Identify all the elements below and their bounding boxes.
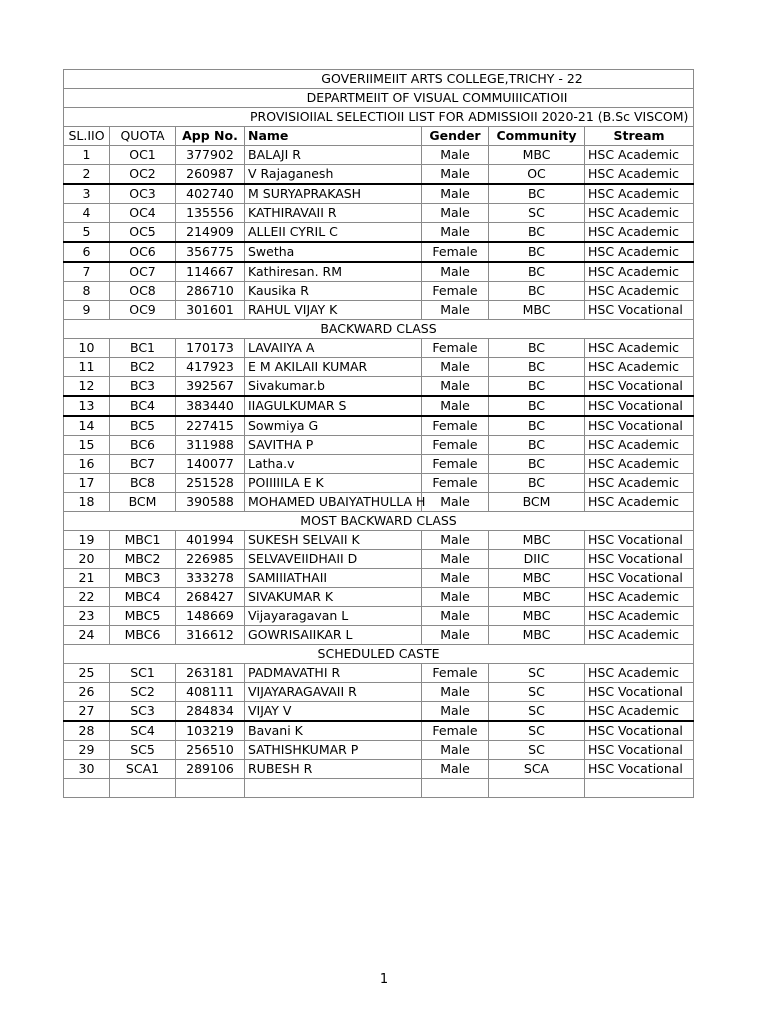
cell-community: BC xyxy=(489,223,585,243)
cell-quota: SC5 xyxy=(110,741,176,760)
cell-sl-no: 17 xyxy=(64,474,110,493)
title-row-college xyxy=(64,70,694,89)
cell-quota: MBC4 xyxy=(110,588,176,607)
cell-community: BC xyxy=(489,339,585,358)
cell-community: MBC xyxy=(489,569,585,588)
table-row xyxy=(64,474,694,493)
table-row xyxy=(64,569,694,588)
table-row xyxy=(64,702,694,722)
cell-name: POIIIIILA E K xyxy=(245,474,422,493)
cell-stream: HSC Academic xyxy=(585,455,694,474)
selection-list-sheet xyxy=(63,69,689,798)
cell-app-no: 260987 xyxy=(176,165,245,185)
cell-sl-no: 16 xyxy=(64,455,110,474)
cell-name: IIAGULKUMAR S xyxy=(245,396,422,416)
cell-sl-no: 7 xyxy=(64,262,110,282)
cell-gender: Male xyxy=(422,146,489,165)
table-row xyxy=(64,416,694,436)
cell-quota: OC2 xyxy=(110,165,176,185)
cell-gender: Male xyxy=(422,358,489,377)
cell-name: RAHUL VIJAY K xyxy=(245,301,422,320)
cell-gender: Female xyxy=(422,416,489,436)
cell-sl-no: 26 xyxy=(64,683,110,702)
cell-quota: MBC1 xyxy=(110,531,176,550)
cell-gender: Male xyxy=(422,377,489,397)
cell-gender: Male xyxy=(422,588,489,607)
cell-quota: SC2 xyxy=(110,683,176,702)
cell-name: SIVAKUMAR K xyxy=(245,588,422,607)
list-title: PROVISIOIIAL SELECTIOII LIST FOR ADMISSIOII 2020-21 (B.Sc VISCOM) xyxy=(64,108,694,127)
cell-name: ALLEII CYRIL C xyxy=(245,223,422,243)
cell-quota: SC4 xyxy=(110,721,176,741)
cell-stream: HSC Academic xyxy=(585,358,694,377)
cell-gender: Female xyxy=(422,455,489,474)
cell-name: MOHAMED UBAIYATHULLA H xyxy=(245,493,422,512)
cell-stream: HSC Academic xyxy=(585,146,694,165)
table-row xyxy=(64,760,694,779)
section-row xyxy=(64,320,694,339)
col-header-slno: SL.IIO xyxy=(64,127,110,146)
cell-stream: HSC Academic xyxy=(585,436,694,455)
table-row xyxy=(64,436,694,455)
cell-community: DIIC xyxy=(489,550,585,569)
cell-app-no: 390588 xyxy=(176,493,245,512)
cell-sl-no: 13 xyxy=(64,396,110,416)
table-row xyxy=(64,282,694,301)
cell-quota: BC5 xyxy=(110,416,176,436)
cell-community: BC xyxy=(489,416,585,436)
cell-gender: Male xyxy=(422,626,489,645)
cell-gender: Male xyxy=(422,184,489,204)
cell-quota: OC4 xyxy=(110,204,176,223)
table-row xyxy=(64,741,694,760)
table-row xyxy=(64,184,694,204)
cell-sl-no: 27 xyxy=(64,702,110,722)
cell-stream: HSC Vocational xyxy=(585,721,694,741)
table-row xyxy=(64,262,694,282)
cell-quota: OC9 xyxy=(110,301,176,320)
cell-name: GOWRISAIIKAR L xyxy=(245,626,422,645)
empty-cell xyxy=(64,779,110,798)
cell-stream: HSC Vocational xyxy=(585,377,694,397)
cell-quota: BC6 xyxy=(110,436,176,455)
cell-community: SC xyxy=(489,204,585,223)
empty-cell xyxy=(585,779,694,798)
cell-community: BCM xyxy=(489,493,585,512)
cell-name: VIJAY V xyxy=(245,702,422,722)
cell-stream: HSC Academic xyxy=(585,184,694,204)
cell-community: BC xyxy=(489,377,585,397)
table-row xyxy=(64,455,694,474)
table-row xyxy=(64,664,694,683)
cell-sl-no: 10 xyxy=(64,339,110,358)
col-header-stream: Stream xyxy=(585,127,694,146)
cell-community: SC xyxy=(489,721,585,741)
table-row xyxy=(64,146,694,165)
col-header-app-no: App No. xyxy=(176,127,245,146)
cell-name: KATHIRAVAII R xyxy=(245,204,422,223)
cell-stream: HSC Academic xyxy=(585,339,694,358)
cell-stream: HSC Academic xyxy=(585,493,694,512)
cell-gender: Male xyxy=(422,741,489,760)
cell-gender: Female xyxy=(422,282,489,301)
cell-quota: BC7 xyxy=(110,455,176,474)
cell-sl-no: 2 xyxy=(64,165,110,185)
cell-name: SAMIIIATHAII xyxy=(245,569,422,588)
cell-gender: Male xyxy=(422,493,489,512)
table-row xyxy=(64,550,694,569)
cell-stream: HSC Vocational xyxy=(585,741,694,760)
cell-quota: OC6 xyxy=(110,242,176,262)
cell-gender: Male xyxy=(422,301,489,320)
cell-sl-no: 22 xyxy=(64,588,110,607)
cell-quota: BC2 xyxy=(110,358,176,377)
cell-gender: Male xyxy=(422,569,489,588)
cell-sl-no: 25 xyxy=(64,664,110,683)
page-number: 1 xyxy=(379,972,389,987)
cell-quota: OC5 xyxy=(110,223,176,243)
cell-name: Bavani K xyxy=(245,721,422,741)
cell-app-no: 333278 xyxy=(176,569,245,588)
cell-app-no: 316612 xyxy=(176,626,245,645)
cell-community: BC xyxy=(489,282,585,301)
cell-gender: Female xyxy=(422,436,489,455)
cell-name: V Rajaganesh xyxy=(245,165,422,185)
cell-sl-no: 24 xyxy=(64,626,110,645)
cell-quota: OC7 xyxy=(110,262,176,282)
cell-sl-no: 9 xyxy=(64,301,110,320)
empty-cell xyxy=(245,779,422,798)
empty-cell xyxy=(489,779,585,798)
cell-name: SUKESH SELVAII K xyxy=(245,531,422,550)
cell-name: Vijayaragavan L xyxy=(245,607,422,626)
col-header-quota: QUOTA xyxy=(110,127,176,146)
cell-community: BC xyxy=(489,474,585,493)
cell-quota: BC4 xyxy=(110,396,176,416)
cell-app-no: 383440 xyxy=(176,396,245,416)
cell-sl-no: 1 xyxy=(64,146,110,165)
cell-gender: Female xyxy=(422,721,489,741)
cell-sl-no: 12 xyxy=(64,377,110,397)
cell-gender: Male xyxy=(422,223,489,243)
cell-sl-no: 11 xyxy=(64,358,110,377)
section-label: MOST BACKWARD CLASS xyxy=(64,512,694,531)
cell-gender: Female xyxy=(422,242,489,262)
cell-community: MBC xyxy=(489,531,585,550)
cell-app-no: 148669 xyxy=(176,607,245,626)
section-row xyxy=(64,512,694,531)
empty-cell xyxy=(422,779,489,798)
table-row xyxy=(64,531,694,550)
cell-community: SC xyxy=(489,664,585,683)
cell-stream: HSC Vocational xyxy=(585,301,694,320)
cell-app-no: 214909 xyxy=(176,223,245,243)
cell-name: SATHISHKUMAR P xyxy=(245,741,422,760)
cell-app-no: 226985 xyxy=(176,550,245,569)
cell-stream: HSC Academic xyxy=(585,204,694,223)
cell-community: BC xyxy=(489,242,585,262)
department-title: DEPARTMEIIT OF VISUAL COMMUIIICATIOII xyxy=(64,89,694,108)
cell-community: MBC xyxy=(489,607,585,626)
cell-app-no: 377902 xyxy=(176,146,245,165)
cell-community: OC xyxy=(489,165,585,185)
cell-quota: MBC2 xyxy=(110,550,176,569)
table-row xyxy=(64,396,694,416)
cell-community: MBC xyxy=(489,146,585,165)
cell-app-no: 286710 xyxy=(176,282,245,301)
cell-stream: HSC Vocational xyxy=(585,531,694,550)
cell-sl-no: 29 xyxy=(64,741,110,760)
cell-sl-no: 28 xyxy=(64,721,110,741)
cell-gender: Female xyxy=(422,474,489,493)
cell-gender: Male xyxy=(422,396,489,416)
cell-quota: MBC3 xyxy=(110,569,176,588)
cell-sl-no: 30 xyxy=(64,760,110,779)
cell-app-no: 227415 xyxy=(176,416,245,436)
cell-name: RUBESH R xyxy=(245,760,422,779)
cell-app-no: 301601 xyxy=(176,301,245,320)
cell-stream: HSC Academic xyxy=(585,588,694,607)
header-row xyxy=(64,127,694,146)
cell-name: Swetha xyxy=(245,242,422,262)
cell-gender: Male xyxy=(422,760,489,779)
cell-community: SC xyxy=(489,741,585,760)
cell-sl-no: 8 xyxy=(64,282,110,301)
title-row-list xyxy=(64,108,694,127)
cell-app-no: 114667 xyxy=(176,262,245,282)
title-row-department xyxy=(64,89,694,108)
cell-name: E M AKILAII KUMAR xyxy=(245,358,422,377)
table-row xyxy=(64,242,694,262)
cell-community: BC xyxy=(489,184,585,204)
cell-app-no: 251528 xyxy=(176,474,245,493)
cell-stream: HSC Vocational xyxy=(585,396,694,416)
cell-app-no: 170173 xyxy=(176,339,245,358)
table-row xyxy=(64,721,694,741)
cell-stream: HSC Vocational xyxy=(585,550,694,569)
cell-app-no: 268427 xyxy=(176,588,245,607)
cell-community: MBC xyxy=(489,588,585,607)
cell-stream: HSC Academic xyxy=(585,242,694,262)
empty-cell xyxy=(176,779,245,798)
cell-app-no: 289106 xyxy=(176,760,245,779)
cell-name: SAVITHA P xyxy=(245,436,422,455)
cell-stream: HSC Academic xyxy=(585,223,694,243)
cell-gender: Male xyxy=(422,204,489,223)
college-title: GOVERIIMEIIT ARTS COLLEGE,TRICHY - 22 xyxy=(64,70,694,89)
cell-app-no: 392567 xyxy=(176,377,245,397)
cell-name: SELVAVEIIDHAII D xyxy=(245,550,422,569)
cell-community: MBC xyxy=(489,626,585,645)
table-row xyxy=(64,301,694,320)
cell-app-no: 311988 xyxy=(176,436,245,455)
cell-app-no: 256510 xyxy=(176,741,245,760)
cell-stream: HSC Academic xyxy=(585,282,694,301)
col-header-community: Community xyxy=(489,127,585,146)
table-row xyxy=(64,626,694,645)
cell-name: Latha.v xyxy=(245,455,422,474)
table-row xyxy=(64,339,694,358)
cell-community: BC xyxy=(489,358,585,377)
table-row xyxy=(64,223,694,243)
cell-stream: HSC Vocational xyxy=(585,569,694,588)
cell-community: SC xyxy=(489,702,585,722)
cell-community: BC xyxy=(489,396,585,416)
empty-cell xyxy=(110,779,176,798)
cell-name: LAVAIIYA A xyxy=(245,339,422,358)
cell-sl-no: 5 xyxy=(64,223,110,243)
cell-name: BALAJI R xyxy=(245,146,422,165)
cell-sl-no: 21 xyxy=(64,569,110,588)
cell-quota: OC3 xyxy=(110,184,176,204)
table-row xyxy=(64,377,694,397)
empty-row xyxy=(64,779,694,798)
cell-name: Kausika R xyxy=(245,282,422,301)
cell-stream: HSC Academic xyxy=(585,474,694,493)
cell-stream: HSC Academic xyxy=(585,165,694,185)
section-label: BACKWARD CLASS xyxy=(64,320,694,339)
cell-quota: MBC5 xyxy=(110,607,176,626)
cell-sl-no: 4 xyxy=(64,204,110,223)
cell-stream: HSC Academic xyxy=(585,262,694,282)
section-label: SCHEDULED CASTE xyxy=(64,645,694,664)
cell-quota: OC1 xyxy=(110,146,176,165)
cell-gender: Male xyxy=(422,702,489,722)
cell-sl-no: 23 xyxy=(64,607,110,626)
cell-community: BC xyxy=(489,436,585,455)
cell-name: VIJAYARAGAVAII R xyxy=(245,683,422,702)
cell-app-no: 103219 xyxy=(176,721,245,741)
cell-community: BC xyxy=(489,262,585,282)
cell-gender: Male xyxy=(422,165,489,185)
selection-table xyxy=(63,69,694,798)
cell-stream: HSC Academic xyxy=(585,607,694,626)
cell-app-no: 417923 xyxy=(176,358,245,377)
cell-stream: HSC Vocational xyxy=(585,683,694,702)
section-row xyxy=(64,645,694,664)
cell-community: SCA xyxy=(489,760,585,779)
cell-gender: Male xyxy=(422,607,489,626)
col-header-name: Name xyxy=(245,127,422,146)
table-row xyxy=(64,493,694,512)
cell-sl-no: 15 xyxy=(64,436,110,455)
cell-gender: Male xyxy=(422,683,489,702)
cell-gender: Male xyxy=(422,262,489,282)
cell-quota: MBC6 xyxy=(110,626,176,645)
cell-stream: HSC Vocational xyxy=(585,760,694,779)
cell-gender: Female xyxy=(422,664,489,683)
cell-stream: HSC Academic xyxy=(585,626,694,645)
table-row xyxy=(64,607,694,626)
cell-sl-no: 18 xyxy=(64,493,110,512)
table-row xyxy=(64,683,694,702)
cell-gender: Male xyxy=(422,531,489,550)
cell-quota: SC3 xyxy=(110,702,176,722)
cell-quota: BCM xyxy=(110,493,176,512)
cell-community: BC xyxy=(489,455,585,474)
cell-sl-no: 6 xyxy=(64,242,110,262)
cell-sl-no: 19 xyxy=(64,531,110,550)
cell-community: SC xyxy=(489,683,585,702)
cell-app-no: 356775 xyxy=(176,242,245,262)
cell-app-no: 140077 xyxy=(176,455,245,474)
col-header-gender: Gender xyxy=(422,127,489,146)
cell-sl-no: 14 xyxy=(64,416,110,436)
cell-app-no: 135556 xyxy=(176,204,245,223)
cell-sl-no: 3 xyxy=(64,184,110,204)
cell-name: M SURYAPRAKASH xyxy=(245,184,422,204)
cell-quota: SC1 xyxy=(110,664,176,683)
cell-stream: HSC Vocational xyxy=(585,416,694,436)
table-row xyxy=(64,588,694,607)
cell-gender: Male xyxy=(422,550,489,569)
table-row xyxy=(64,204,694,223)
cell-stream: HSC Academic xyxy=(585,702,694,722)
cell-app-no: 284834 xyxy=(176,702,245,722)
cell-gender: Female xyxy=(422,339,489,358)
table-row xyxy=(64,358,694,377)
cell-name: Sowmiya G xyxy=(245,416,422,436)
cell-name: Kathiresan. RM xyxy=(245,262,422,282)
cell-quota: OC8 xyxy=(110,282,176,301)
cell-app-no: 401994 xyxy=(176,531,245,550)
cell-app-no: 402740 xyxy=(176,184,245,204)
cell-stream: HSC Academic xyxy=(585,664,694,683)
table-row xyxy=(64,165,694,185)
cell-quota: BC3 xyxy=(110,377,176,397)
cell-sl-no: 20 xyxy=(64,550,110,569)
cell-quota: SCA1 xyxy=(110,760,176,779)
cell-app-no: 408111 xyxy=(176,683,245,702)
cell-app-no: 263181 xyxy=(176,664,245,683)
cell-community: MBC xyxy=(489,301,585,320)
cell-quota: BC8 xyxy=(110,474,176,493)
cell-name: PADMAVATHI R xyxy=(245,664,422,683)
cell-quota: BC1 xyxy=(110,339,176,358)
cell-name: Sivakumar.b xyxy=(245,377,422,397)
